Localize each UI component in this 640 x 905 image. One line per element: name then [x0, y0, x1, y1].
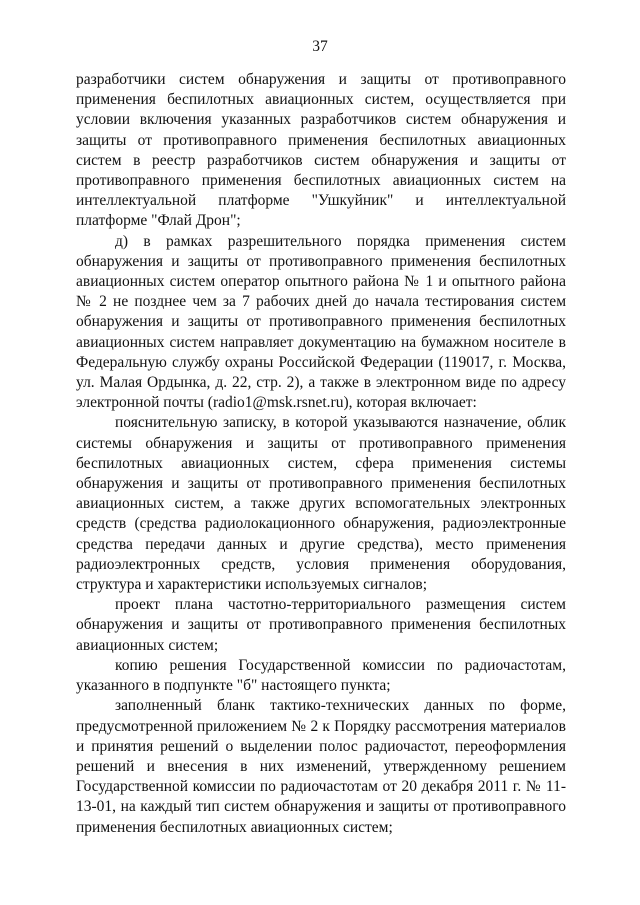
- paragraph-technical-data-form: заполненный бланк тактико-технических данных по форме, предусмотренной приложением № 2 к Порядку рассмотрения материалов и принятия решений о выделении полос радиочастот, переоформления решений и внесения в них изменений, утвержденному решением Государственной комиссии по радиочастотам от 20 декабря 2011 г. № 11-13-01, на каждый тип систем обнаружения и защиты от противоправного применения беспилотных авиационных систем;: [76, 697, 566, 836]
- paragraph-item-d: д) в рамках разрешительного порядка применения систем обнаружения и защиты от противоправного применения беспилотных авиационных систем оператор опытного района № 1 и опытного района № 2 не позднее чем за 7 рабочих дней до начала тестирования систем обнаружения и защиты от противоправного применения беспилотных авиационных систем направляет документацию на бумажном носителе в Федеральную службу охраны Российской Федерации (119017, г. Москва, ул. Малая Ордынка, д. 22, стр. 2), а также в электронном виде по адресу электронной почты (radio1@msk.rsnet.ru), которая включает:: [76, 232, 566, 412]
- paragraph-frequency-plan: проект плана частотно-территориального размещения систем обнаружения и защиты от противоправного применения беспилотных авиационных систем;: [76, 596, 566, 654]
- document-body: [76, 70, 566, 838]
- paragraph-explanatory-note: пояснительную записку, в которой указываются назначение, облик системы обнаружения и защиты от противоправного применения беспилотных авиационных систем, сфера применения системы обнаружения и защиты от противоправного применения беспилотных авиационных систем, а также других вспомогательных электронных средств (средства радиолокационного обнаружения, радиоэлектронные средства передачи данных и другие средства), место применения радиоэлектронных средств, условия применения оборудования, структура и характеристики используемых сигналов;: [76, 414, 566, 594]
- paragraph-commission-decision: копию решения Государственной комиссии по радиочастотам, указанного в подпункте "б" настоящего пункта;: [76, 656, 566, 695]
- page-number: 37: [312, 38, 328, 55]
- paragraph-developers-registry: разработчики систем обнаружения и защиты от противоправного применения беспилотных авиационных систем, осуществляется при условии включения указанных разработчиков систем обнаружения и защиты от противоправного применения беспилотных авиационных систем в реестр разработчиков систем обнаружения и защиты от противоправного применения беспилотных авиационных систем на интеллектуальной платформе "Ушкуйник" и интеллектуальной платформе "Флай Дрон";: [76, 71, 566, 230]
